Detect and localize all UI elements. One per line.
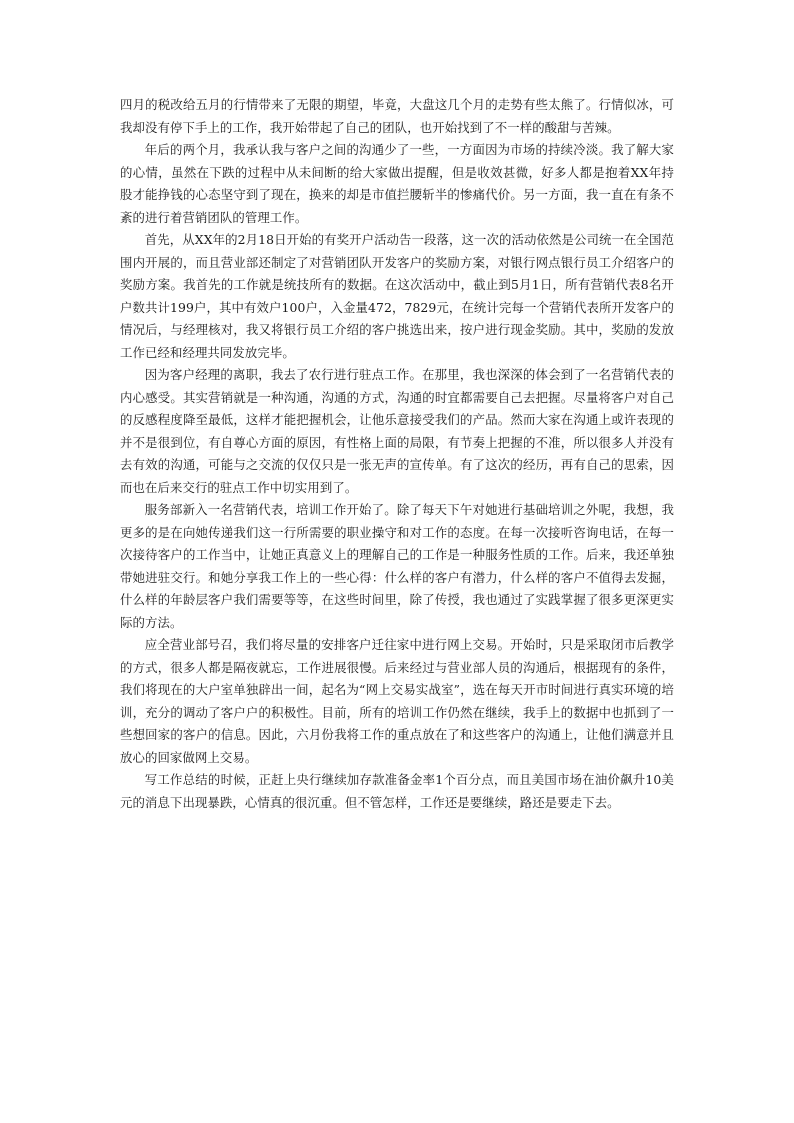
paragraph: 首先，从XX年的2月18日开始的有奖开户活动告一段落，这一次的活动依然是公司统一在全国范围内开展的，而且营业部还制定了对营销团队开发客户的奖励方案，对银行网点银行员工介绍客户的奖励方案。我首先的工作就是统技所有的数据。在这次活动中，截止到5月1日，所有营销代表8名开户数共计199户，其中有效户100户，入金量472，7829元，在统计完每一个营销代表所开发客户的情况后，与经理核对，我又将银行员工介绍的客户挑选出来，按户进行现金奖励。其中，奖励的发放工作已经和经理共同发放完毕。 xyxy=(120,232,674,360)
document-body xyxy=(120,94,674,814)
paragraph: 服务部新入一名营销代表，培训工作开始了。除了每天下午对她进行基础培训之外呢，我想，我更多的是在向她传递我们这一行所需要的职业操守和对工作的态度。在每一次接听咨询电话，在每一次接待客户的工作当中，让她正真意义上的理解自己的工作是一种服务性质的工作。后来，我还单独带她进驻交行。和她分享我工作上的一些心得：什么样的客户有潜力，什么样的客户不值得去发掘，什么样的年龄层客户我们需要等等，在这些时间里，除了传授，我也通过了实践掌握了很多更深更实际的方法。 xyxy=(120,502,674,630)
paragraph: 写工作总结的时候，正赶上央行继续加存款准备金率1个百分点，而且美国市场在油价飙升10美元的消息下出现暴跌，心情真的很沉重。但不管怎样，工作还是要继续，路还是要走下去。 xyxy=(120,772,674,810)
paragraph: 四月的税改给五月的行情带来了无限的期望，毕竟，大盘这几个月的走势有些太熊了。行情似冰，可我却没有停下手上的工作，我开始带起了自己的团队，也开始找到了不一样的酸甜与苦辣。 xyxy=(120,97,674,135)
paragraph: 因为客户经理的离职，我去了农行进行驻点工作。在那里，我也深深的体会到了一名营销代表的内心感受。其实营销就是一种沟通，沟通的方式，沟通的时宜都需要自己去把握。尽量将客户对自己的反感程度降至最低，这样才能把握机会，让他乐意接受我们的产品。然而大家在沟通上或许表现的并不是很到位，有自尊心方面的原因，有性格上面的局限，有节奏上把握的不准，所以很多人并没有去有效的沟通，可能与之交流的仅仅只是一张无声的宣传单。有了这次的经历，再有自己的思索，因而也在后来交行的驻点工作中切实用到了。 xyxy=(120,367,674,495)
paragraph: 年后的两个月，我承认我与客户之间的沟通少了一些，一方面因为市场的持续冷淡。我了解大家的心情，虽然在下跌的过程中从未间断的给大家做出提醒，但是收效甚微，好多人都是抱着XX年持股才能挣钱的心态坚守到了现在，换来的却是市值拦腰斩半的惨痛代价。另一方面，我一直在有条不紊的进行着营销团队的管理工作。 xyxy=(120,142,674,225)
paragraph: 应全营业部号召，我们将尽量的安排客户迁往家中进行网上交易。开始时，只是采取闭市后教学的方式，很多人都是隔夜就忘，工作进展很慢。后来经过与营业部人员的沟通后，根据现有的条件，我们将现在的大户室单独辟出一间，起名为“网上交易实战室”，选在每天开市时间进行真实环境的培训，充分的调动了客户户的积极性。目前，所有的培训工作仍然在继续，我手上的数据中也抓到了一些想回家的客户的信息。因此，六月份我将工作的重点放在了和这些客户的沟通上，让他们满意并且放心的回家做网上交易。 xyxy=(120,637,674,765)
